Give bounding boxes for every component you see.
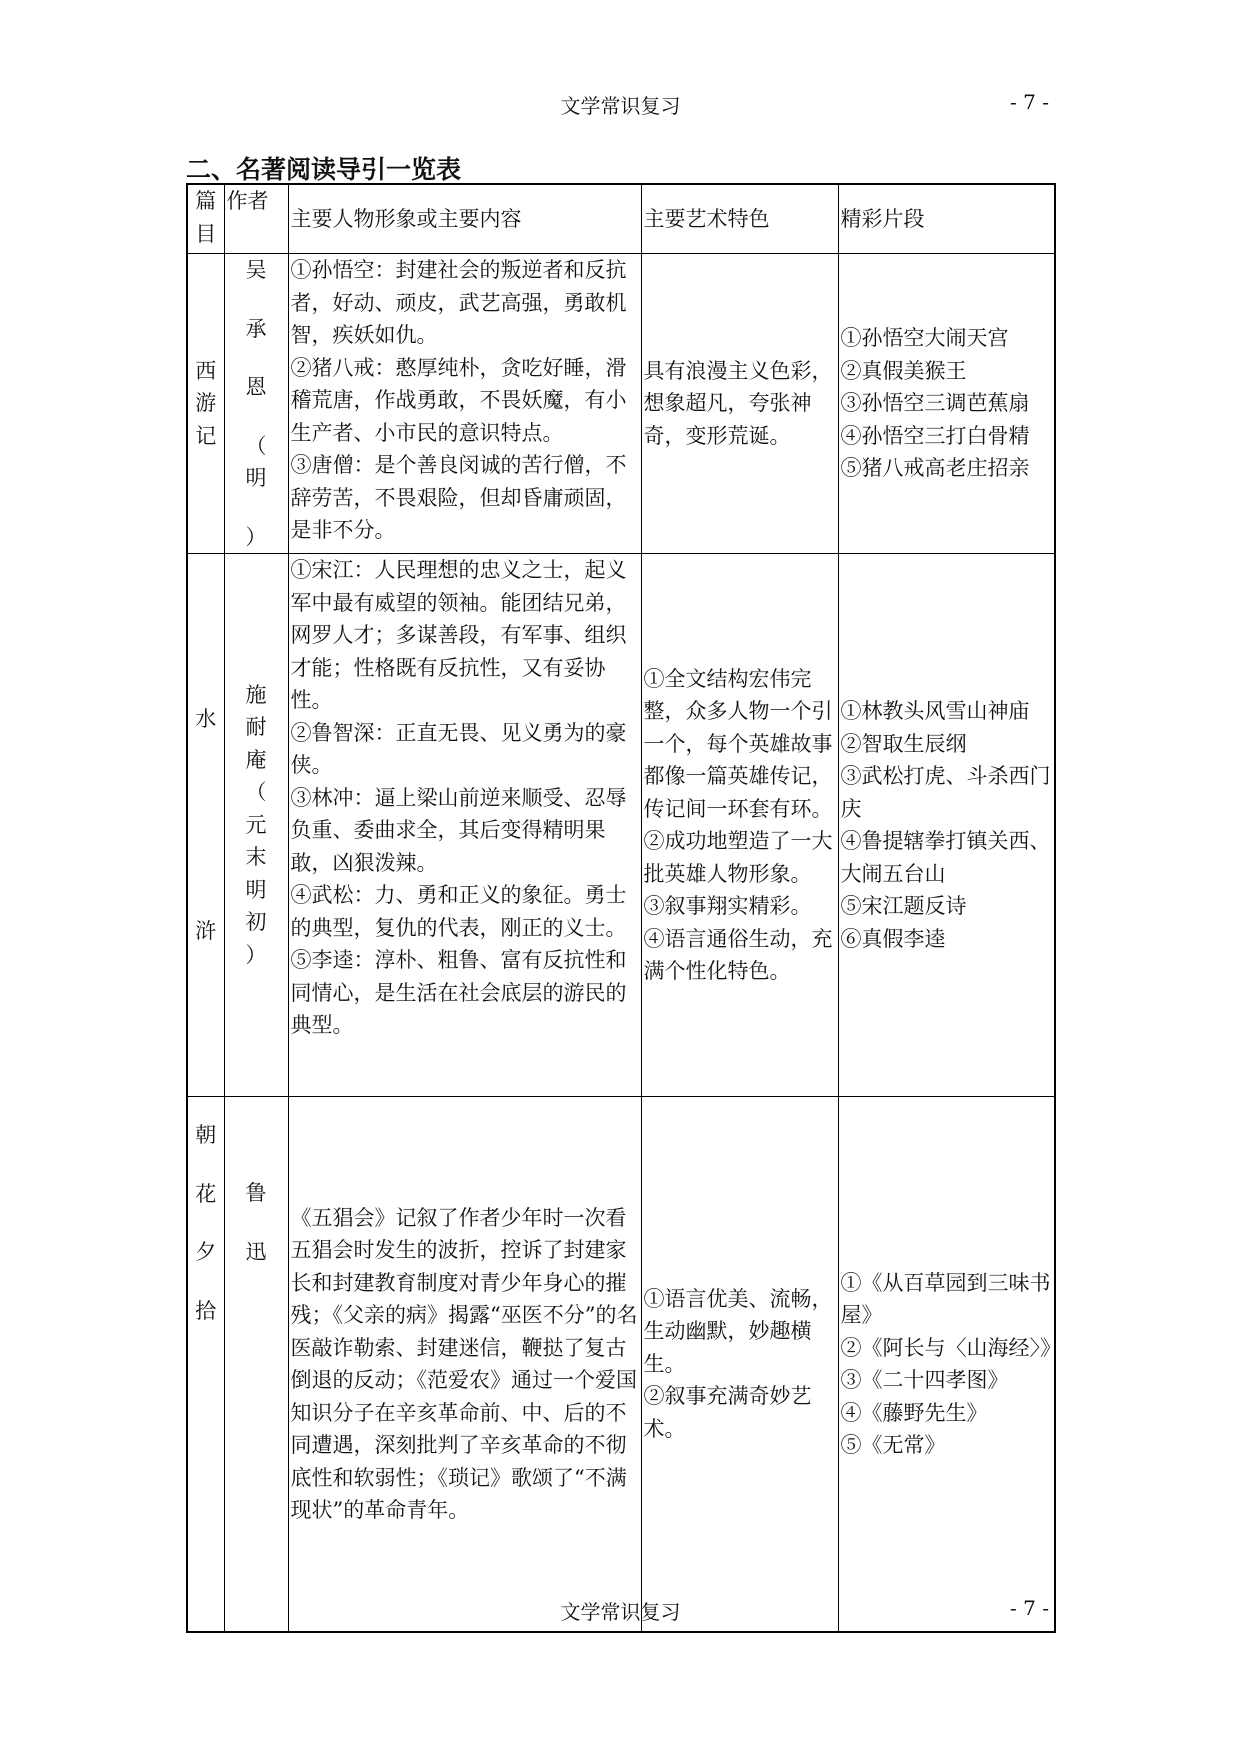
- vertical-char: 末: [245, 845, 267, 870]
- cell-paragraph: ⑤李逵：淳朴、粗鲁、富有反抗性和同情心，是生活在社会底层的游民的典型。: [290, 948, 627, 1037]
- vertical-char: 篇: [195, 189, 217, 213]
- cell-paragraph: ②《阿长与〈山海经〉》: [840, 1335, 1061, 1360]
- header-page-number: - 7 -: [1010, 90, 1049, 114]
- cell-paragraph: ①《从百草园到三味书屋》: [840, 1270, 1051, 1327]
- work-author: [224, 554, 288, 1097]
- highlight-passages: [838, 554, 1055, 1097]
- vertical-char: 初: [245, 910, 267, 935]
- vertical-char: ）: [245, 524, 267, 549]
- vertical-char: 庵: [245, 747, 267, 772]
- table-row: [187, 254, 1055, 554]
- cell-paragraph: 具有浪漫主义色彩，想象超凡，夸张神奇，变形荒诞。: [643, 358, 833, 448]
- highlight-passages: [838, 1097, 1061, 1633]
- cell-paragraph: ②叙事充满奇妙艺术。: [643, 1384, 812, 1441]
- work-title: [187, 254, 224, 554]
- cell-paragraph: ④武松：力、勇和正义的象征。勇士的典型，复仇的代表，刚正的义士。: [290, 883, 627, 940]
- work-author: [224, 1097, 288, 1633]
- table-row: [187, 554, 1055, 1097]
- cell-paragraph: ⑥真假李逵: [840, 926, 946, 951]
- vertical-char: （: [245, 433, 267, 458]
- cell-paragraph: ④孙悟空三打白骨精: [840, 423, 1030, 448]
- cell-paragraph: ③《二十四孝图》: [840, 1368, 1009, 1392]
- vertical-char: 鲁: [245, 1181, 267, 1205]
- vertical-char: 迅: [245, 1239, 267, 1264]
- cell-paragraph: ④《藤野先生》: [840, 1400, 988, 1425]
- vertical-char: 水: [195, 706, 217, 731]
- vertical-char: 明: [245, 466, 267, 490]
- main-content: [288, 554, 641, 1097]
- table-row: [187, 1097, 1055, 1633]
- art-features: [641, 1097, 838, 1633]
- vertical-char: 游: [195, 391, 217, 416]
- page-footer: [0, 1596, 1241, 1628]
- vertical-char: 耐: [245, 715, 267, 740]
- cell-paragraph: ③林冲：逼上梁山前逆来顺受、忍辱负重、委曲求全，其后变得精明果敢，凶狠泼辣。: [290, 785, 627, 875]
- footer-page-number: - 7 -: [1010, 1596, 1049, 1620]
- vertical-char: 明: [245, 877, 267, 902]
- vertical-char: （: [245, 780, 267, 805]
- highlight-passages: [838, 254, 1055, 554]
- cell-paragraph: 《五猖会》记叙了作者少年时一次看五猖会时发生的波折，控诉了封建家长和封建教育制度对青少年身心的摧残；《父亲的病》揭露“巫医不分”的名医敲诈勒索、封建迷信，鞭挞了复古倒退的反动；《范爱农》通过一个爱国知识分子在辛亥革命前、中、后的不同遭遇，深刻批判了辛亥革命的不彻底性和软弱性；《琐记》歌颂了“不满现状”的革命青年。: [290, 1205, 638, 1522]
- cell-paragraph: ①孙悟空：封建社会的叛逆者和反抗者，好动、顽皮，武艺高强，勇敢机智，疾妖如仇。: [290, 258, 627, 347]
- vertical-char: 吴: [245, 258, 267, 282]
- vertical-char: ）: [245, 942, 267, 967]
- cell-paragraph: ②猪八戒：憨厚纯朴，贪吃好睡，滑稽荒唐，作战勇敢，不畏妖魔，有小生产者、小市民的意识特点。: [290, 355, 627, 445]
- cell-paragraph: ①孙悟空大闹天宫: [840, 326, 1009, 351]
- reading-guide-table: [186, 183, 1061, 1633]
- column-header-highlights: 精彩片段: [838, 184, 1055, 254]
- vertical-char: 元: [245, 812, 267, 837]
- vertical-char: 承: [245, 316, 267, 341]
- main-content: [288, 254, 641, 554]
- vertical-char: 西: [195, 358, 217, 383]
- cell-paragraph: ⑤猪八戒高老庄招亲: [840, 456, 1030, 481]
- work-title: [187, 554, 224, 1097]
- cell-paragraph: ④语言通俗生动，充满个性化特色。: [643, 926, 833, 983]
- vertical-char: 拾: [195, 1298, 217, 1323]
- cell-paragraph: ②成功地塑造了一大批英雄人物形象。: [643, 829, 833, 886]
- art-features: [641, 554, 838, 1097]
- cell-paragraph: ①林教头风雪山神庙: [840, 699, 1030, 723]
- cell-paragraph: ③叙事翔实精彩。: [643, 894, 812, 918]
- vertical-char: 朝: [195, 1123, 217, 1147]
- page-header: [0, 90, 1241, 122]
- cell-paragraph: ①宋江：人民理想的忠义之士，起义军中最有威望的领袖。能团结兄弟，网罗人才；多谋善段，有军事、组织才能；性格既有反抗性，又有妥协性。: [290, 558, 627, 712]
- vertical-char: 夕: [195, 1240, 217, 1264]
- cell-paragraph: ②真假美猴王: [840, 358, 967, 383]
- column-header-content: 主要人物形象或主要内容: [288, 184, 641, 254]
- footer-title: 文学常识复习: [560, 1600, 681, 1624]
- table-header-row: [187, 184, 1055, 254]
- column-header-features: 主要艺术特色: [641, 184, 838, 254]
- cell-paragraph: ③唐僧：是个善良闵诚的苦行僧，不辞劳苦，不畏艰险，但却昏庸顽固，是非不分。: [290, 453, 627, 542]
- cell-paragraph: ①全文结构宏伟完整，众多人物一个引一个，每个英雄故事都像一篇英雄传记，传记间一环套有环。: [643, 666, 833, 821]
- vertical-char: 恩: [245, 375, 267, 399]
- column-header-author: 作者: [224, 184, 288, 254]
- cell-paragraph: ⑤《无常》: [840, 1433, 946, 1457]
- vertical-char: 花: [195, 1181, 217, 1206]
- work-title: [187, 1097, 224, 1633]
- vertical-char: 记: [195, 423, 217, 448]
- cell-paragraph: ④鲁提辖拳打镇关西、大闹五台山: [840, 829, 1051, 886]
- work-author: [224, 254, 288, 554]
- cell-paragraph: ⑤宋江题反诗: [840, 894, 967, 918]
- art-features: [641, 254, 838, 554]
- vertical-char: 目: [195, 221, 217, 246]
- cell-paragraph: ②智取生辰纲: [840, 731, 967, 756]
- section-title: 二、名著阅读导引一览表: [186, 155, 462, 184]
- cell-paragraph: ①语言优美、流畅，生动幽默，妙趣横生。: [643, 1286, 833, 1376]
- header-title: 文学常识复习: [560, 94, 681, 118]
- vertical-char: 浒: [195, 919, 217, 943]
- vertical-char: 施: [245, 682, 267, 707]
- column-header-title: [187, 184, 224, 254]
- cell-paragraph: ③孙悟空三调芭蕉扇: [840, 391, 1030, 416]
- main-content: [288, 1097, 641, 1633]
- cell-paragraph: ③武松打虎、斗杀西门庆: [840, 764, 1051, 821]
- cell-paragraph: ②鲁智深：正直无畏、见义勇为的豪侠。: [290, 720, 627, 777]
